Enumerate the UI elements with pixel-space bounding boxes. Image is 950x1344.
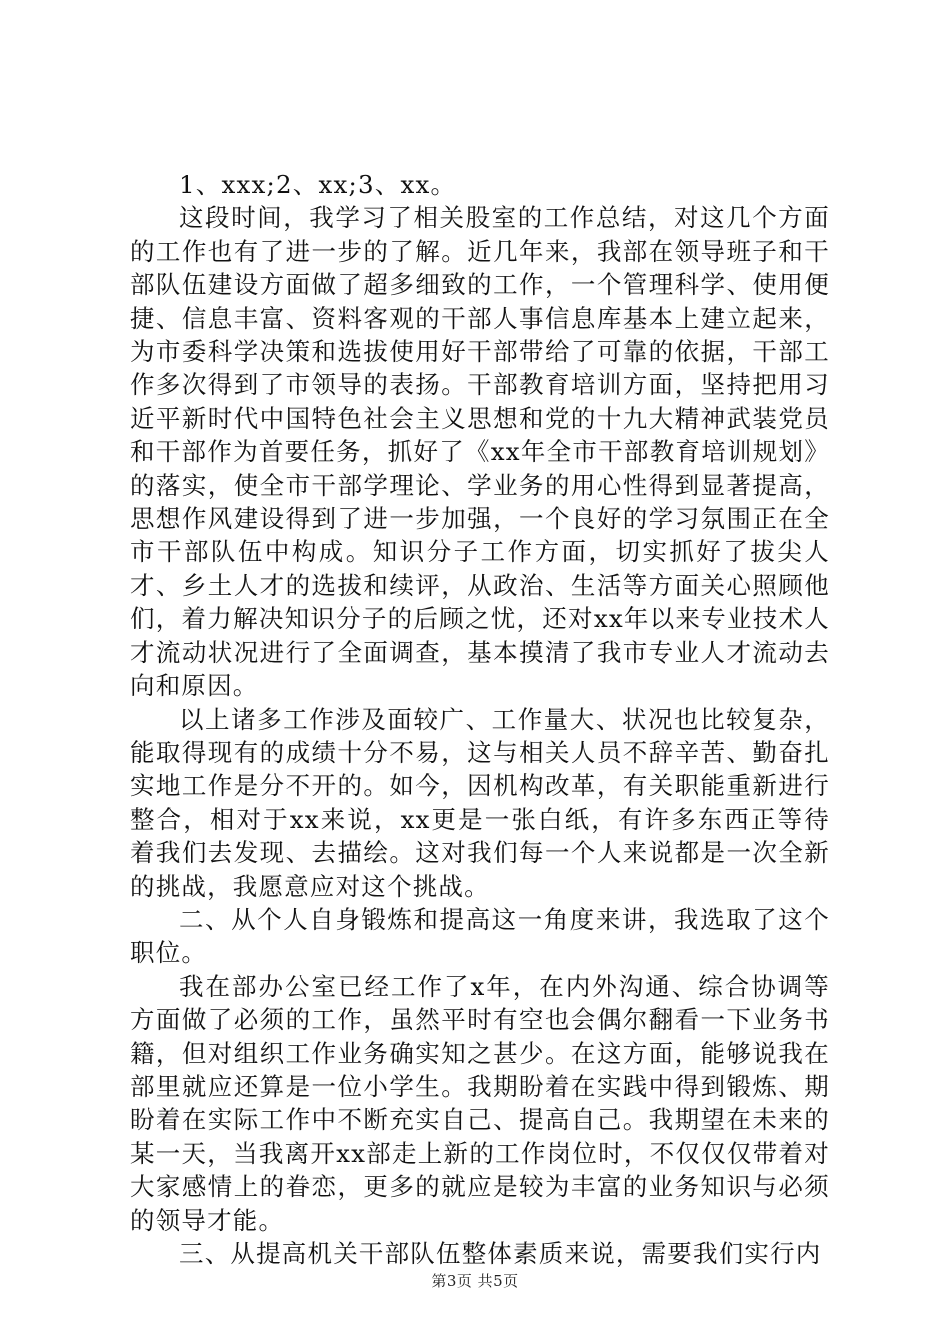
page-number-footer: 第3页 共5页 <box>431 1272 519 1290</box>
paragraph-personal-growth: 我在部办公室已经工作了x年，在内外沟通、综合协调等方面做了必须的工作，虽然平时有空也会偶尔翻看一下业务书籍，但对组织工作业务确实知之甚少。在这方面，能够说我在部里就应还算是一位小学生。我期盼着在实践中得到锻炼、期盼着在实际工作中不断充实自己、提高自己。我期望在未来的某一天，当我离开xx部走上新的工作岗位时，不仅仅仅带着对大家感情上的眷恋，更多的就应是较为丰富的业务知识与必须的领导才能。 <box>130 971 830 1235</box>
document-body <box>130 168 830 1270</box>
heading-section-two: 二、从个人自身锻炼和提高这一角度来讲，我选取了这个职位。 <box>130 904 830 968</box>
paragraph-challenge: 以上诸多工作涉及面较广、工作量大、状况也比较复杂，能取得现有的成绩十分不易，这与相关人员不辞辛苦、勤奋扎实地工作是分不开的。如今，因机构改革，有关职能重新进行整合，相对于xx来说，xx更是一张白纸，有许多东西正等待着我们去发现、去描绘。这对我们每一个人来说都是一次全新的挑战，我愿意应对这个挑战。 <box>130 704 830 901</box>
paragraph-list-items: 1、xxx;2、xx;3、xx。 <box>179 170 457 199</box>
paragraph-work-review: 这段时间，我学习了相关股室的工作总结，对这几个方面的工作也有了进一步的了解。近几年来，我部在领导班子和干部队伍建设方面做了超多细致的工作，一个管理科学、使用便捷、信息丰富、资料客观的干部人事信息库基本上建立起来，为市委科学决策和选拔使用好干部带给了可靠的依据，干部工作多次得到了市领导的表扬。干部教育培训方面，坚持把用习近平新时代中国特色社会主义思想和党的十九大精神武装党员和干部作为首要任务，抓好了《xx年全市干部教育培训规划》的落实，使全市干部学理论、学业务的用心性得到显著提高，思想作风建设得到了进一步加强，一个良好的学习氛围正在全市干部队伍中构成。知识分子工作方面，切实抓好了拔尖人才、乡土人才的选拔和续评，从政治、生活等方面关心照顾他们，着力解决知识分子的后顾之忧，还对xx年以来专业技术人才流动状况进行了全面调查，基本摸清了我市专业人才流动去向和原因。 <box>130 203 830 701</box>
heading-section-three: 三、从提高机关干部队伍整体素质来说，需要我们实行内 <box>179 1239 822 1268</box>
